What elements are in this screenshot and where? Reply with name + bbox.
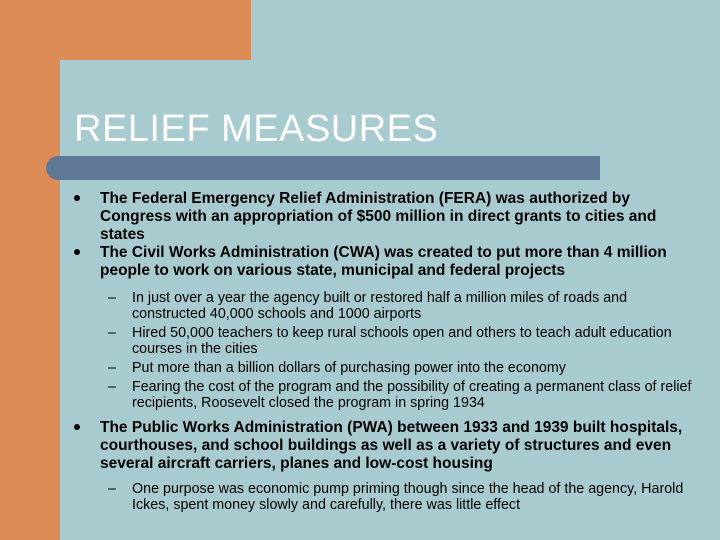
bullet-cwa	[74, 244, 700, 280]
sub-bullet-text: Put more than a billion dollars of purchasing power into the economy	[132, 360, 566, 376]
bullet-text: The Federal Emergency Relief Administration (FERA) was authorized by Congress with an appropriation of $500 million in direct grants to cities and states	[100, 190, 657, 243]
sub-bullet	[74, 360, 700, 376]
dash-icon: –	[108, 325, 116, 341]
sub-bullet	[74, 481, 700, 513]
bullet-text: The Public Works Administration (PWA) between 1933 and 1939 built hospitals, courthouses, and school buildings as well as a variety of structures and even several aircraft carriers, planes and low-cost housing	[100, 419, 683, 472]
dash-icon: –	[108, 481, 116, 497]
bullet-pwa	[74, 419, 700, 473]
slide-title: RELIEF MEASURES	[74, 108, 439, 150]
sub-bullet	[74, 290, 700, 322]
bullet-dot-icon	[74, 249, 80, 255]
sub-bullet-text: Hired 50,000 teachers to keep rural schools open and others to teach adult education courses in the cities	[132, 325, 672, 357]
bullet-dot-icon	[74, 195, 80, 201]
sub-bullet	[74, 325, 700, 357]
sub-bullet-text: In just over a year the agency built or restored half a million miles of roads and constructed 40,000 schools and 1000 airports	[132, 290, 628, 322]
sub-bullet-text: One purpose was economic pump priming though since the head of the agency, Harold Ickes, spent money slowly and carefully, there was little effect	[132, 481, 684, 513]
corner-accent-block	[0, 0, 251, 60]
bullet-fera	[74, 190, 700, 244]
cwa-sub-list	[74, 290, 700, 411]
bullet-text: The Civil Works Administration (CWA) was created to put more than 4 million people to work on various state, municipal and federal projects	[100, 244, 667, 279]
title-underline-bar	[46, 156, 600, 180]
sub-bullet	[74, 379, 700, 411]
dash-icon: –	[108, 379, 116, 395]
sub-bullet-text: Fearing the cost of the program and the possibility of creating a permanent class of relief recipients, Roosevelt closed the program in spring 1934	[132, 379, 692, 411]
dash-icon: –	[108, 360, 116, 376]
bullet-list	[74, 190, 700, 513]
bullet-dot-icon	[74, 424, 80, 430]
dash-icon: –	[108, 290, 116, 306]
pwa-sub-list	[74, 481, 700, 513]
left-accent-strip	[0, 60, 60, 540]
